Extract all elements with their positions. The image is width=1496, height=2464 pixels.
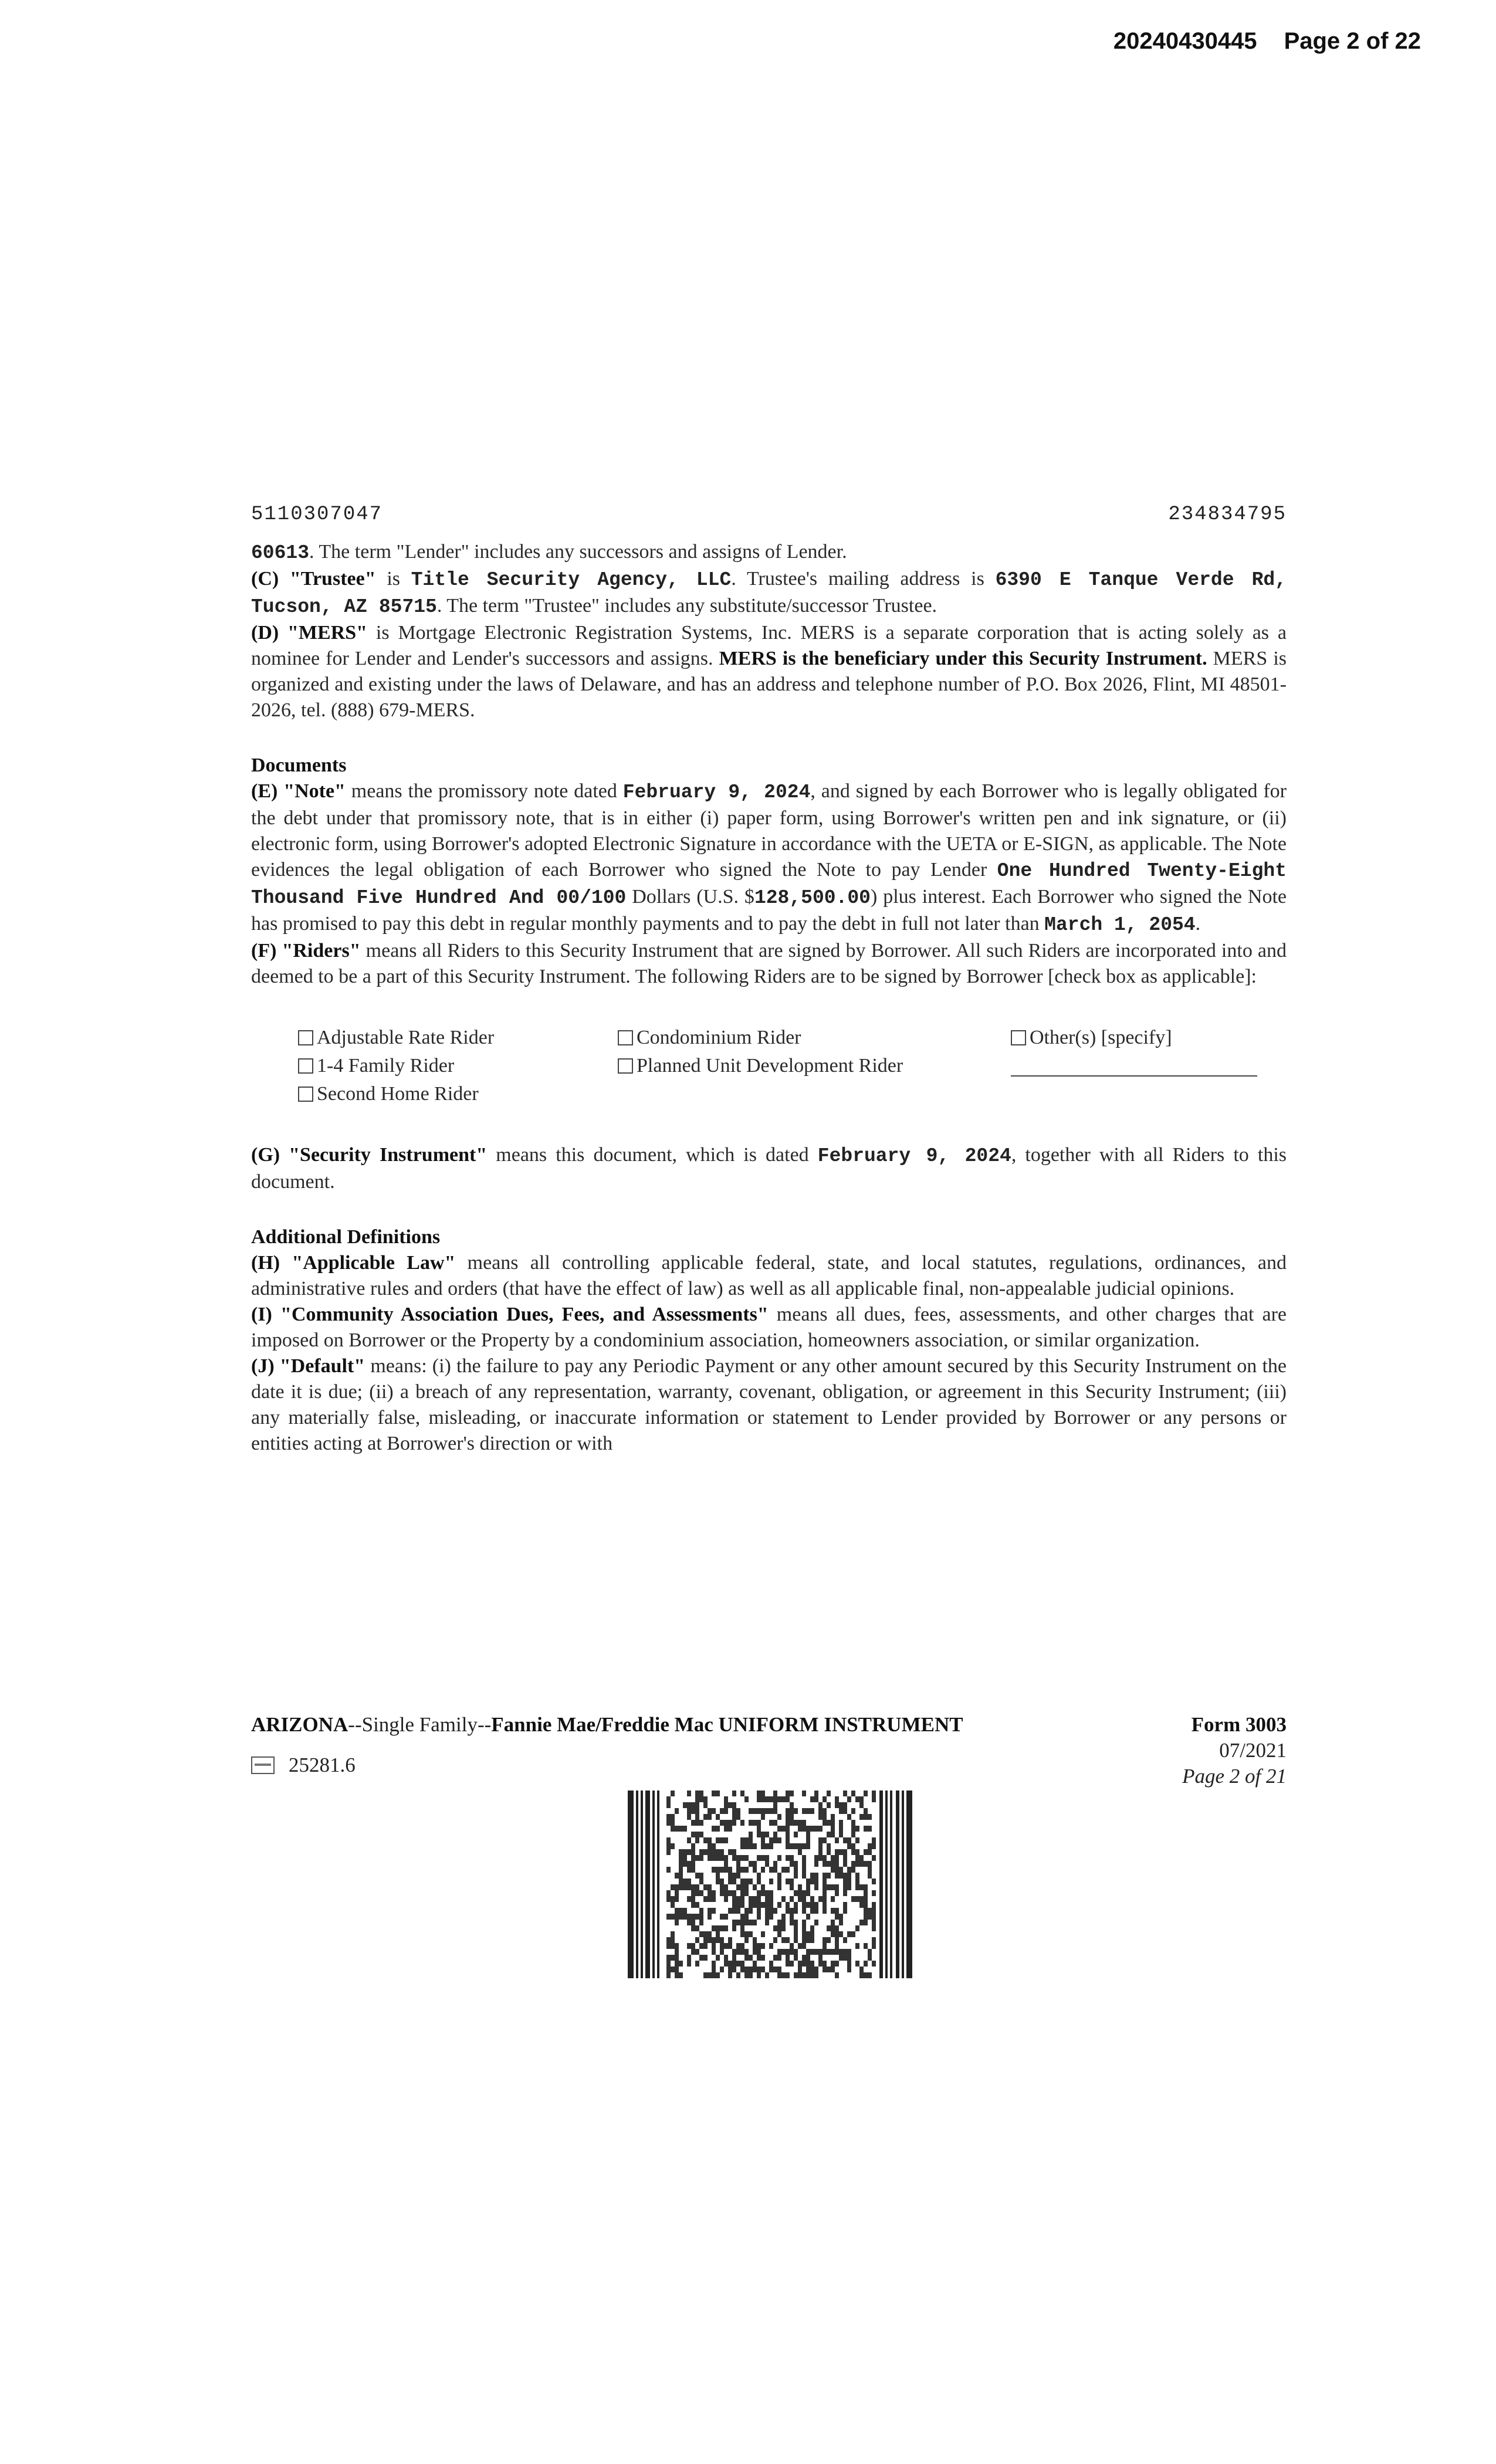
- document-body: [251, 502, 1287, 1457]
- rider-other[interactable]: Other(s) [specify]: [1011, 1025, 1304, 1051]
- community-association-paragraph: (I) "Community Association Dues, Fees, and Assessments" means all dues, fees, assessments, and other charges that are imposed on Borrower or the Property by a condominium association, homeowners association, or similar organization.: [251, 1304, 1287, 1351]
- riders-paragraph: (F) "Riders" means all Riders to this Security Instrument that are signed by Borrower. All such Riders are incorporated into and deemed to be a part of this Security Instrument. The following Riders are to be signed by Borrower [check box as applicable]:: [251, 940, 1287, 987]
- checkbox-icon[interactable]: [298, 1030, 313, 1045]
- applicable-law-label: (H) "Applicable Law": [251, 1252, 456, 1274]
- form-page: Page 2 of 21: [1182, 1765, 1287, 1788]
- rider-second-home[interactable]: Second Home Rider: [298, 1081, 618, 1107]
- lender-paragraph: 60613. The term "Lender" includes any successors and assigns of Lender.: [251, 541, 847, 564]
- document-number: 20240430445: [1113, 28, 1257, 54]
- community-association-label: (I) "Community Association Dues, Fees, and Assessments": [251, 1304, 769, 1325]
- riders-label: (F) "Riders": [251, 940, 361, 962]
- mers-paragraph: (D) "MERS" is Mortgage Electronic Registration Systems, Inc. MERS is a separate corporation that is acting solely as a nominee for Lender and Lender's successors and assigns. MERS is the beneficiary under this Security Instrument. MERS is organized and existing under the laws of Delaware, and has an address and telephone number of P.O. Box 2026, Flint, MI 48501-2026, tel. (888) 679-MERS.: [251, 622, 1287, 721]
- maturity-date: March 1, 2054: [1044, 914, 1196, 936]
- rider-1-4-family[interactable]: 1-4 Family Rider: [298, 1053, 618, 1079]
- documents-section: [251, 753, 1287, 1195]
- rider-adjustable-rate[interactable]: Adjustable Rate Rider: [298, 1025, 618, 1051]
- trustee-name: Title Security Agency, LLC: [411, 569, 732, 591]
- page-counter: Page 2 of 22: [1284, 28, 1421, 54]
- footer-form-block: [1192, 1712, 1287, 1738]
- page-footer: [251, 1712, 1287, 1789]
- default-label: (J) "Default": [251, 1355, 365, 1377]
- additional-definitions-section: [251, 1224, 1287, 1457]
- security-instrument-label: (G) "Security Instrument": [251, 1144, 488, 1166]
- applicable-law-paragraph: (H) "Applicable Law" means all controlling applicable federal, state, and local statutes, regulations, ordinances, and administrative rules and orders (that have the effect of law) as well as all applicable final, non-appealable judicial opinions.: [251, 1252, 1287, 1299]
- ellie-mae-logo-icon: [251, 1756, 275, 1774]
- checkbox-icon[interactable]: [618, 1030, 633, 1045]
- min-number: 234834795: [1168, 503, 1287, 526]
- recording-stamp: [1113, 28, 1421, 55]
- riders-checklist: [298, 1025, 1287, 1107]
- default-paragraph: (J) "Default" means: (i) the failure to pay any Periodic Payment or any other amount secured by this Security Instrument on the date it is due; (ii) a breach of any representation, warranty, covenant, obligation, or agreement in this Security Instrument; (iii) any materially false, misleading, or inaccurate information or statement to Lender provided by Borrower or any persons or entities acting at Borrower's direction or with: [251, 1355, 1287, 1454]
- security-instrument-date: February 9, 2024: [817, 1145, 1011, 1167]
- checkbox-icon[interactable]: [298, 1087, 313, 1102]
- rider-other-specify-line[interactable]: [1011, 1053, 1304, 1079]
- trustee-label: (C) "Trustee": [251, 568, 376, 590]
- specify-blank-line[interactable]: [1011, 1055, 1257, 1077]
- mers-beneficiary-statement: MERS is the beneficiary under this Security Instrument.: [719, 648, 1207, 669]
- form-number: Form 3003: [1191, 1713, 1287, 1736]
- loan-amount-words: One Hundred Twenty-Eight Thousand Five Hundred And 00/100: [251, 860, 1287, 909]
- loan-id-row: [251, 502, 1287, 527]
- checkbox-icon[interactable]: [618, 1058, 633, 1074]
- loan-amount: 128,500.00: [754, 887, 871, 909]
- checkbox-icon[interactable]: [298, 1058, 313, 1074]
- additional-definitions-heading: Additional Definitions: [251, 1226, 441, 1248]
- note-label: (E) "Note": [251, 780, 346, 802]
- barcode-icon: [628, 1791, 912, 1978]
- trustee-paragraph: (C) "Trustee" is Title Security Agency, LLC. Trustee's mailing address is 6390 E Tanque Verde Rd, Tucson, AZ 85715. The term "Trustee" includes any substitute/successor Trustee.: [251, 568, 1287, 618]
- security-instrument-paragraph: (G) "Security Instrument" means this document, which is dated February 9, 2024, together with all Riders to this document.: [251, 1144, 1287, 1193]
- documents-heading: Documents: [251, 754, 347, 776]
- footer-instrument-title: ARIZONA--Single Family--Fannie Mae/Freddie Mac UNIFORM INSTRUMENT: [251, 1713, 963, 1736]
- rider-condominium[interactable]: Condominium Rider: [618, 1025, 1011, 1051]
- rider-pud[interactable]: Planned Unit Development Rider: [618, 1053, 1011, 1079]
- lender-zip: 60613: [251, 542, 310, 564]
- footer-code: 25281.6: [251, 1741, 356, 1789]
- note-date: February 9, 2024: [622, 781, 811, 803]
- loan-number: 5110307047: [251, 503, 383, 526]
- trustee-address: 6390 E Tanque Verde Rd, Tucson, AZ 85715: [251, 569, 1287, 618]
- checkbox-icon[interactable]: [1011, 1030, 1026, 1045]
- form-date: 07/2021: [1219, 1739, 1287, 1762]
- mers-label: (D) "MERS": [251, 622, 368, 644]
- note-paragraph: (E) "Note" means the promissory note dated February 9, 2024, and signed by each Borrower who is legally obligated for the debt under that promissory note, that is in either (i) paper form, using Borrower's written pen and ink signature, or (ii) electronic form, using Borrower's adopted Electronic Signature in accordance with the UETA or E-SIGN, as applicable. The Note evidences the legal obligation of each Borrower who signed the Note to pay Lender One Hundred Twenty-Eight Thousand Five Hundred And 00/100 Dollars (U.S. $128,500.00) plus interest. Each Borrower who signed the Note has promised to pay this debt in regular monthly payments and to pay the debt in full not later than March 1, 2054.: [251, 780, 1287, 936]
